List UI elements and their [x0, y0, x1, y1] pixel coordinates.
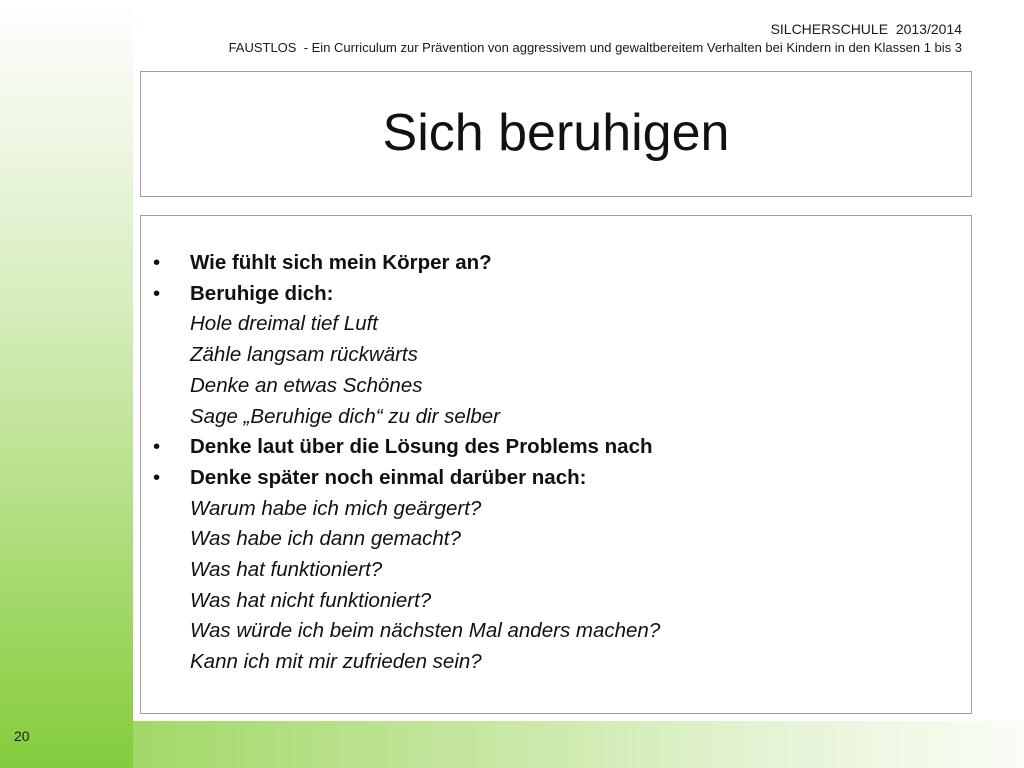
- bottom-green-gradient-band: [133, 721, 1024, 768]
- bullet-item-think-aloud: [150, 432, 950, 463]
- bullet-icon: •: [153, 435, 161, 459]
- left-green-gradient-band: [0, 0, 133, 768]
- sub-item: Was würde ich beim nächsten Mal anders machen?: [190, 619, 661, 643]
- bullet-text: Beruhige dich:: [190, 281, 334, 305]
- sub-item: Was hat funktioniert?: [190, 558, 383, 582]
- bullet-icon: •: [153, 281, 161, 305]
- page-number: 20: [14, 728, 30, 744]
- sub-item: Denke an etwas Schönes: [190, 373, 423, 397]
- bullet-text: Denke später noch einmal darüber nach:: [190, 465, 587, 489]
- bullet-icon: •: [153, 465, 161, 489]
- sub-item: Hole dreimal tief Luft: [190, 312, 379, 336]
- slide-title: Sich beruhigen: [382, 104, 730, 162]
- header-school-year: SILCHERSCHULE 2013/2014: [770, 21, 962, 37]
- sub-item: Was hat nicht funktioniert?: [190, 588, 432, 612]
- bullet-text: Wie fühlt sich mein Körper an?: [190, 251, 492, 274]
- sub-item: Kann ich mit mir zufrieden sein?: [190, 650, 482, 674]
- bullet-text: Denke laut über die Lösung des Problems nach: [190, 435, 653, 459]
- sub-item: Warum habe ich mich geärgert?: [190, 496, 482, 520]
- sub-item: Sage „Beruhige dich“ zu dir selber: [190, 404, 500, 428]
- sub-item: Was habe ich dann gemacht?: [190, 527, 461, 551]
- bullet-item-reflect-later: [150, 463, 950, 494]
- bullet-list: [150, 248, 950, 678]
- sub-item: Zähle langsam rückwärts: [190, 343, 418, 367]
- bullet-item-body-feeling: [150, 248, 950, 279]
- bullet-icon: •: [153, 251, 161, 274]
- bullet-item-calm-down: [150, 279, 950, 310]
- header-curriculum-subtitle: FAUSTLOS - Ein Curriculum zur Prävention von aggressivem und gewaltbereitem Verhalten bei Kindern in den Klassen 1 bis 3: [228, 40, 962, 55]
